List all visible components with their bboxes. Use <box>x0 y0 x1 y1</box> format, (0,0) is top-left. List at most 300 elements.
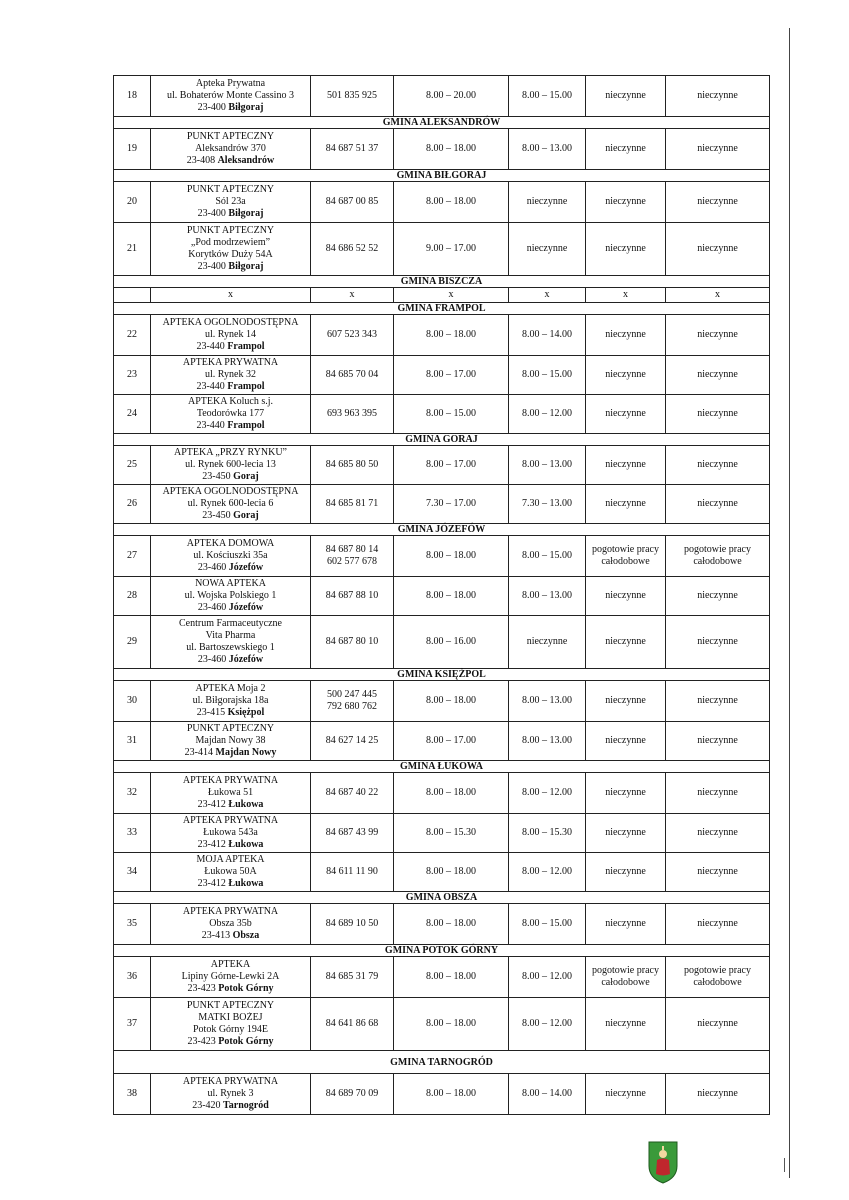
hours-weekday: 8.00 – 18.00 <box>394 182 509 223</box>
hours-holiday: nieczynne <box>666 223 770 276</box>
address-line: Aleksandrów 370 <box>195 143 266 154</box>
row-number: 27 <box>114 536 151 577</box>
hours-saturday: 8.00 – 13.00 <box>509 129 586 170</box>
hours-saturday: 7.30 – 13.00 <box>509 485 586 524</box>
pharmacy-name-address <box>151 129 311 170</box>
section-title: GMINA BIŁGORAJ <box>114 170 770 182</box>
postal-code: 23-400 <box>197 261 226 272</box>
address-line: ul. Rynek 600-lecia 13 <box>185 459 276 470</box>
hours-saturday: 8.00 – 13.00 <box>509 446 586 485</box>
pharmacy-table <box>113 75 770 1115</box>
placeholder-cell: x <box>151 288 311 303</box>
hours-sunday: pogotowie pracy całodobowe <box>586 957 666 998</box>
hours-sunday: nieczynne <box>586 681 666 722</box>
phone-number: 84 689 70 09 <box>325 1088 379 1099</box>
postal-city-line <box>153 878 308 890</box>
margin-tick <box>784 1158 785 1172</box>
postal-city-line <box>153 510 308 522</box>
pharmacy-name-address <box>151 485 311 524</box>
table-row <box>114 485 770 524</box>
address-line: PUNKT APTECZNY <box>186 723 275 734</box>
address-line: PUNKT APTECZNY <box>186 1000 275 1011</box>
hours-weekday: 8.00 – 20.00 <box>394 76 509 117</box>
row-number: 30 <box>114 681 151 722</box>
hours-sunday: nieczynne <box>586 395 666 434</box>
postal-code: 23-412 <box>197 839 226 850</box>
address-line: Vita Pharma <box>205 630 256 641</box>
hours-holiday: nieczynne <box>666 773 770 814</box>
phone-number: 84 687 40 22 <box>325 787 379 798</box>
municipal-crest-icon <box>648 1140 678 1184</box>
table-row <box>114 616 770 669</box>
pharmacy-name-address <box>151 223 311 276</box>
hours-sunday: nieczynne <box>586 182 666 223</box>
address-line: APTEKA PRYWATNA <box>182 775 279 786</box>
pharmacy-name-address <box>151 616 311 669</box>
pharmacy-name-address <box>151 722 311 761</box>
city-name: Majdan Nowy <box>215 747 277 758</box>
phone-numbers <box>311 814 394 853</box>
row-number: 32 <box>114 773 151 814</box>
address-line: ul. Rynek 32 <box>205 369 256 380</box>
postal-code: 23-414 <box>184 747 213 758</box>
hours-weekday: 8.00 – 18.00 <box>394 315 509 356</box>
section-header-row <box>114 1051 770 1074</box>
address-line: PUNKT APTECZNY <box>186 225 275 236</box>
address-line: ul. Rynek 14 <box>205 329 256 340</box>
address-line: PUNKT APTECZNY <box>186 131 275 142</box>
table-row <box>114 998 770 1051</box>
postal-city-line <box>153 799 308 811</box>
postal-city-line <box>153 747 308 759</box>
phone-numbers <box>311 182 394 223</box>
hours-weekday: 8.00 – 18.00 <box>394 129 509 170</box>
section-header-row <box>114 945 770 957</box>
phone-numbers <box>311 223 394 276</box>
placeholder-cell: x <box>509 288 586 303</box>
hours-weekday: 8.00 – 18.00 <box>394 853 509 892</box>
hours-weekday: 8.00 – 15.30 <box>394 814 509 853</box>
section-title: GMINA FRAMPOL <box>114 303 770 315</box>
table-row <box>114 1074 770 1115</box>
hours-saturday: 8.00 – 13.00 <box>509 681 586 722</box>
hours-sunday: nieczynne <box>586 356 666 395</box>
hours-saturday: 8.00 – 15.00 <box>509 356 586 395</box>
address-line: ul. Rynek 3 <box>207 1088 254 1099</box>
table-row <box>114 904 770 945</box>
table-row <box>114 446 770 485</box>
hours-saturday: 8.00 – 12.00 <box>509 853 586 892</box>
postal-city-line <box>153 983 308 995</box>
row-number: 25 <box>114 446 151 485</box>
phone-number: 693 963 395 <box>327 408 377 419</box>
postal-city-line <box>153 1100 308 1112</box>
section-title: GMINA GORAJ <box>114 434 770 446</box>
hours-sunday: nieczynne <box>586 722 666 761</box>
phone-numbers <box>311 904 394 945</box>
city-name: Łukowa <box>228 839 264 850</box>
hours-saturday: 8.00 – 13.00 <box>509 722 586 761</box>
phone-number: 84 641 86 68 <box>325 1018 379 1029</box>
phone-numbers <box>311 577 394 616</box>
hours-weekday: 8.00 – 18.00 <box>394 957 509 998</box>
hours-sunday: nieczynne <box>586 223 666 276</box>
hours-saturday: 8.00 – 13.00 <box>509 577 586 616</box>
row-number: 20 <box>114 182 151 223</box>
hours-sunday: nieczynne <box>586 315 666 356</box>
city-name: Aleksandrów <box>217 155 275 166</box>
section-title: GMINA POTOK GÓRNY <box>114 945 770 957</box>
section-header-row <box>114 117 770 129</box>
phone-numbers <box>311 773 394 814</box>
hours-sunday: nieczynne <box>586 485 666 524</box>
section-header-row <box>114 524 770 536</box>
row-number: 36 <box>114 957 151 998</box>
table-row <box>114 722 770 761</box>
hours-holiday: nieczynne <box>666 853 770 892</box>
pharmacy-name-address <box>151 76 311 117</box>
address-line: Łukowa 51 <box>207 787 254 798</box>
city-name: Józefów <box>228 602 264 613</box>
table-row <box>114 395 770 434</box>
section-header-row <box>114 276 770 288</box>
pharmacy-name-address <box>151 681 311 722</box>
section-header-row <box>114 761 770 773</box>
hours-sunday: nieczynne <box>586 814 666 853</box>
address-line: Obsza 35b <box>209 918 252 929</box>
phone-numbers <box>311 853 394 892</box>
phone-number: 607 523 343 <box>327 329 377 340</box>
phone-number: 84 687 43 99 <box>325 827 379 838</box>
hours-holiday: nieczynne <box>666 395 770 434</box>
postal-city-line <box>153 707 308 719</box>
phone-numbers <box>311 998 394 1051</box>
phone-number: 792 680 762 <box>327 701 377 712</box>
city-name: Frampol <box>227 341 265 352</box>
row-number: 29 <box>114 616 151 669</box>
hours-holiday: nieczynne <box>666 998 770 1051</box>
table-row-empty <box>114 288 770 303</box>
table-row <box>114 356 770 395</box>
address-line: Potok Górny 194E <box>193 1024 268 1035</box>
city-name: Biłgoraj <box>228 102 264 113</box>
address-line: Majdan Nowy 38 <box>195 735 266 746</box>
hours-weekday: 8.00 – 17.00 <box>394 446 509 485</box>
hours-weekday: 8.00 – 18.00 <box>394 904 509 945</box>
phone-number: 84 687 00 85 <box>325 196 379 207</box>
postal-code: 23-413 <box>201 930 231 941</box>
hours-saturday: 8.00 – 12.00 <box>509 773 586 814</box>
address-line: NOWA APTEKA <box>195 578 266 589</box>
postal-city-line <box>153 261 308 273</box>
placeholder-cell: x <box>666 288 770 303</box>
hours-sunday: nieczynne <box>586 904 666 945</box>
postal-code: 23-412 <box>197 878 226 889</box>
pharmacy-name-address <box>151 1074 311 1115</box>
postal-code: 23-423 <box>187 1036 216 1047</box>
section-header-row <box>114 669 770 681</box>
address-line: ul. Wojska Polskiego 1 <box>184 590 277 601</box>
hours-weekday: 8.00 – 15.00 <box>394 395 509 434</box>
city-name: Potok Górny <box>218 1036 274 1047</box>
hours-weekday: 8.00 – 18.00 <box>394 577 509 616</box>
phone-numbers <box>311 485 394 524</box>
phone-numbers <box>311 129 394 170</box>
placeholder-cell: x <box>311 288 394 303</box>
hours-saturday: 8.00 – 15.00 <box>509 904 586 945</box>
hours-saturday: 8.00 – 15.30 <box>509 814 586 853</box>
phone-number: 84 689 10 50 <box>325 918 379 929</box>
address-line: ul. Bohaterów Monte Cassino 3 <box>167 90 294 101</box>
address-line: Centrum Farmaceutyczne <box>178 618 282 629</box>
address-line: ul. Rynek 600-lecia 6 <box>187 498 274 509</box>
postal-code: 23-420 <box>192 1100 221 1111</box>
postal-code: 23-450 <box>202 510 231 521</box>
table-row <box>114 773 770 814</box>
hours-saturday: 8.00 – 15.00 <box>509 536 586 577</box>
hours-holiday: nieczynne <box>666 129 770 170</box>
hours-saturday: 8.00 – 12.00 <box>509 957 586 998</box>
phone-numbers <box>311 616 394 669</box>
row-number: 19 <box>114 129 151 170</box>
city-name: Księżpol <box>227 707 265 718</box>
city-name: Józefów <box>228 562 264 573</box>
row-number: 35 <box>114 904 151 945</box>
phone-numbers <box>311 315 394 356</box>
pharmacy-name-address <box>151 446 311 485</box>
hours-holiday: nieczynne <box>666 315 770 356</box>
hours-weekday: 8.00 – 18.00 <box>394 681 509 722</box>
section-title: GMINA BISZCZA <box>114 276 770 288</box>
postal-city-line <box>153 602 308 614</box>
hours-holiday: nieczynne <box>666 681 770 722</box>
address-line: Sól 23a <box>215 196 246 207</box>
pharmacy-name-address <box>151 356 311 395</box>
address-line: MATKI BOŻEJ <box>198 1012 263 1023</box>
address-line: APTEKA PRYWATNA <box>182 815 279 826</box>
hours-sunday: pogotowie pracy całodobowe <box>586 536 666 577</box>
table-row <box>114 536 770 577</box>
postal-city-line <box>153 102 308 114</box>
placeholder-cell: x <box>394 288 509 303</box>
hours-saturday: 8.00 – 15.00 <box>509 76 586 117</box>
phone-number: 84 687 80 14 <box>325 544 379 555</box>
pharmacy-name-address <box>151 395 311 434</box>
section-header-row <box>114 303 770 315</box>
hours-holiday: nieczynne <box>666 356 770 395</box>
phone-number: 84 687 51 37 <box>325 143 379 154</box>
hours-sunday: nieczynne <box>586 446 666 485</box>
phone-numbers <box>311 536 394 577</box>
section-title: GMINA ŁUKOWA <box>114 761 770 773</box>
postal-city-line <box>153 839 308 851</box>
address-line: APTEKA DOMOWA <box>186 538 275 549</box>
postal-city-line <box>153 381 308 393</box>
table-row <box>114 957 770 998</box>
phone-numbers <box>311 957 394 998</box>
phone-number: 84 627 14 25 <box>325 735 379 746</box>
hours-sunday: nieczynne <box>586 1074 666 1115</box>
row-number: 31 <box>114 722 151 761</box>
postal-city-line <box>153 341 308 353</box>
address-line: MOJA APTEKA <box>196 854 265 865</box>
postal-code: 23-440 <box>196 341 225 352</box>
address-line: APTEKA PRYWATNA <box>182 357 279 368</box>
phone-number: 84 686 52 52 <box>325 243 379 254</box>
table-row <box>114 814 770 853</box>
address-line: Korytków Duży 54A <box>188 249 273 260</box>
hours-saturday: 8.00 – 14.00 <box>509 1074 586 1115</box>
address-line: Łukowa 543a <box>203 827 258 838</box>
address-line: Łukowa 50A <box>204 866 257 877</box>
hours-sunday: nieczynne <box>586 577 666 616</box>
row-number: 22 <box>114 315 151 356</box>
postal-code: 23-423 <box>187 983 216 994</box>
table-row <box>114 223 770 276</box>
address-line: PUNKT APTECZNY <box>186 184 275 195</box>
city-name: Goraj <box>233 471 259 482</box>
hours-holiday: nieczynne <box>666 904 770 945</box>
address-line: APTEKA Koluch s.j. <box>188 396 273 407</box>
hours-holiday: nieczynne <box>666 446 770 485</box>
table-row <box>114 182 770 223</box>
hours-sunday: nieczynne <box>586 773 666 814</box>
phone-number: 602 577 678 <box>327 556 377 567</box>
hours-holiday: nieczynne <box>666 722 770 761</box>
hours-holiday: nieczynne <box>666 76 770 117</box>
postal-city-line <box>153 471 308 483</box>
city-name: Łukowa <box>228 878 264 889</box>
pharmacy-name-address <box>151 904 311 945</box>
phone-number: 84 687 88 10 <box>325 590 379 601</box>
phone-numbers <box>311 76 394 117</box>
phone-number: 84 685 81 71 <box>325 498 379 509</box>
city-name: Obsza <box>232 930 260 941</box>
city-name: Łukowa <box>228 799 264 810</box>
hours-weekday: 8.00 – 18.00 <box>394 773 509 814</box>
hours-weekday: 7.30 – 17.00 <box>394 485 509 524</box>
phone-number: 500 247 445 <box>327 689 377 700</box>
hours-sunday: nieczynne <box>586 853 666 892</box>
address-line: APTEKA PRYWATNA <box>182 906 279 917</box>
hours-sunday: nieczynne <box>586 129 666 170</box>
row-number: 37 <box>114 998 151 1051</box>
hours-holiday: nieczynne <box>666 1074 770 1115</box>
city-name: Józefów <box>228 654 264 665</box>
address-line: APTEKA OGÓLNODOSTĘPNA <box>162 317 299 328</box>
hours-weekday: 8.00 – 18.00 <box>394 1074 509 1115</box>
address-line: APTEKA Moja 2 <box>195 683 266 694</box>
section-header-row <box>114 170 770 182</box>
postal-city-line <box>153 420 308 432</box>
row-number: 18 <box>114 76 151 117</box>
phone-number: 84 685 70 04 <box>325 369 379 380</box>
address-line: APTEKA <box>210 959 251 970</box>
row-number: 38 <box>114 1074 151 1115</box>
pharmacy-name-address <box>151 536 311 577</box>
hours-holiday: pogotowie pracy całodobowe <box>666 957 770 998</box>
phone-numbers <box>311 446 394 485</box>
pharmacy-name-address <box>151 577 311 616</box>
table-row <box>114 853 770 892</box>
address-line: ul. Bartoszewskiego 1 <box>186 642 275 653</box>
table-row <box>114 315 770 356</box>
row-number: 34 <box>114 853 151 892</box>
hours-holiday: nieczynne <box>666 616 770 669</box>
address-line: Teodorówka 177 <box>196 408 265 419</box>
hours-weekday: 8.00 – 17.00 <box>394 722 509 761</box>
city-name: Biłgoraj <box>228 261 264 272</box>
table-row <box>114 129 770 170</box>
table-row <box>114 76 770 117</box>
hours-weekday: 8.00 – 16.00 <box>394 616 509 669</box>
city-name: Tarnogród <box>223 1100 269 1111</box>
address-line: APTEKA OGÓLNODOSTĘPNA <box>162 486 299 497</box>
hours-weekday: 8.00 – 18.00 <box>394 998 509 1051</box>
section-title: GMINA TARNOGRÓD <box>114 1051 770 1074</box>
phone-numbers <box>311 1074 394 1115</box>
pharmacy-name-address <box>151 853 311 892</box>
phone-number: 501 835 925 <box>327 90 377 101</box>
page-margin-line <box>789 28 790 1178</box>
address-line: Lipiny Górne-Lewki 2A <box>181 971 280 982</box>
hours-weekday: 8.00 – 18.00 <box>394 536 509 577</box>
city-name: Frampol <box>227 381 265 392</box>
phone-number: 84 685 31 79 <box>325 971 379 982</box>
address-line: ul. Kościuszki 35a <box>193 550 268 561</box>
postal-code: 23-400 <box>197 208 226 219</box>
phone-numbers <box>311 722 394 761</box>
placeholder-cell: x <box>586 288 666 303</box>
hours-saturday: 8.00 – 14.00 <box>509 315 586 356</box>
postal-code: 23-450 <box>202 471 231 482</box>
hours-sunday: nieczynne <box>586 616 666 669</box>
address-line: „Pod modrzewiem” <box>190 237 271 248</box>
hours-weekday: 9.00 – 17.00 <box>394 223 509 276</box>
row-number: 23 <box>114 356 151 395</box>
pharmacy-name-address <box>151 773 311 814</box>
city-name: Potok Górny <box>218 983 274 994</box>
postal-code: 23-408 <box>186 155 216 166</box>
row-number <box>114 288 151 303</box>
row-number: 26 <box>114 485 151 524</box>
phone-numbers <box>311 681 394 722</box>
pharmacy-name-address <box>151 182 311 223</box>
section-title: GMINA KSIĘŻPOL <box>114 669 770 681</box>
hours-saturday: nieczynne <box>509 223 586 276</box>
row-number: 21 <box>114 223 151 276</box>
phone-numbers <box>311 356 394 395</box>
address-line: Apteka Prywatna <box>195 78 266 89</box>
postal-city-line <box>153 654 308 666</box>
hours-saturday: 8.00 – 12.00 <box>509 998 586 1051</box>
hours-sunday: nieczynne <box>586 998 666 1051</box>
section-header-row <box>114 892 770 904</box>
row-number: 33 <box>114 814 151 853</box>
postal-code: 23-440 <box>196 420 225 431</box>
pharmacy-name-address <box>151 315 311 356</box>
postal-code: 23-412 <box>197 799 226 810</box>
table-row <box>114 577 770 616</box>
table-row <box>114 681 770 722</box>
phone-number: 84 685 80 50 <box>325 459 379 470</box>
city-name: Frampol <box>227 420 265 431</box>
row-number: 28 <box>114 577 151 616</box>
pharmacy-name-address <box>151 957 311 998</box>
section-title: GMINA OBSZA <box>114 892 770 904</box>
postal-city-line <box>153 208 308 220</box>
row-number: 24 <box>114 395 151 434</box>
